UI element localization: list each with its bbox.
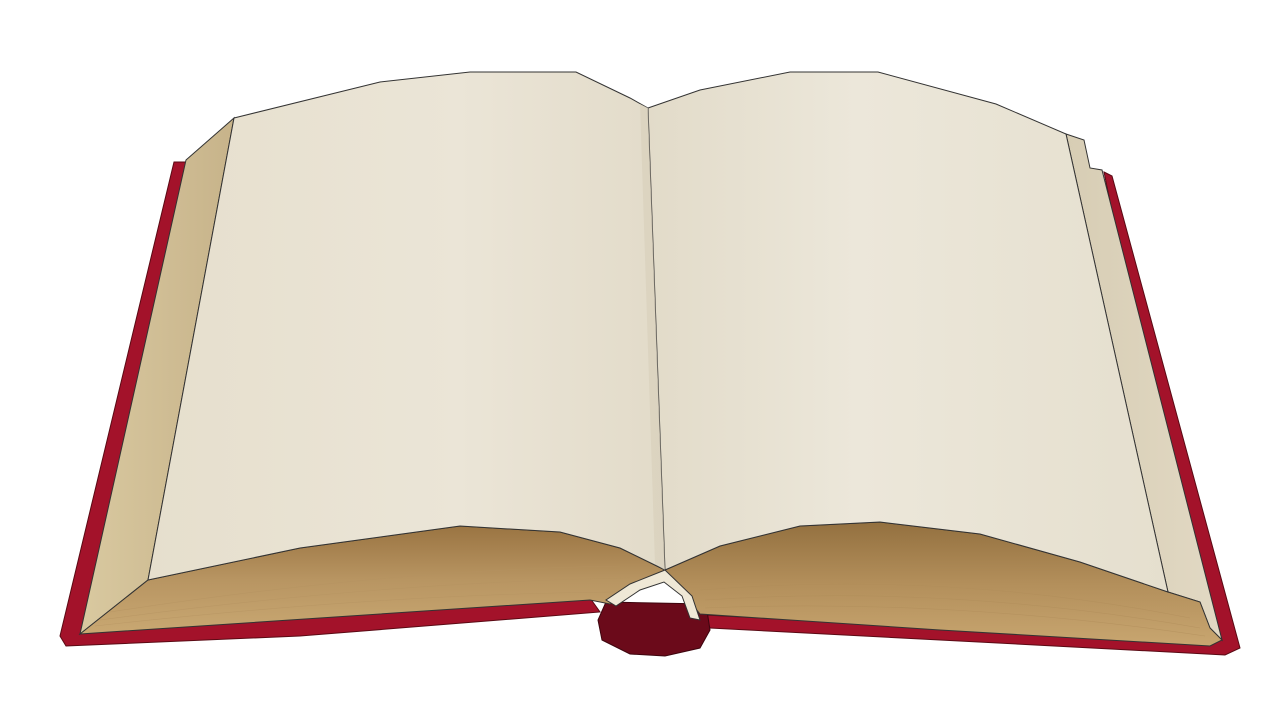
right-page (648, 72, 1168, 592)
